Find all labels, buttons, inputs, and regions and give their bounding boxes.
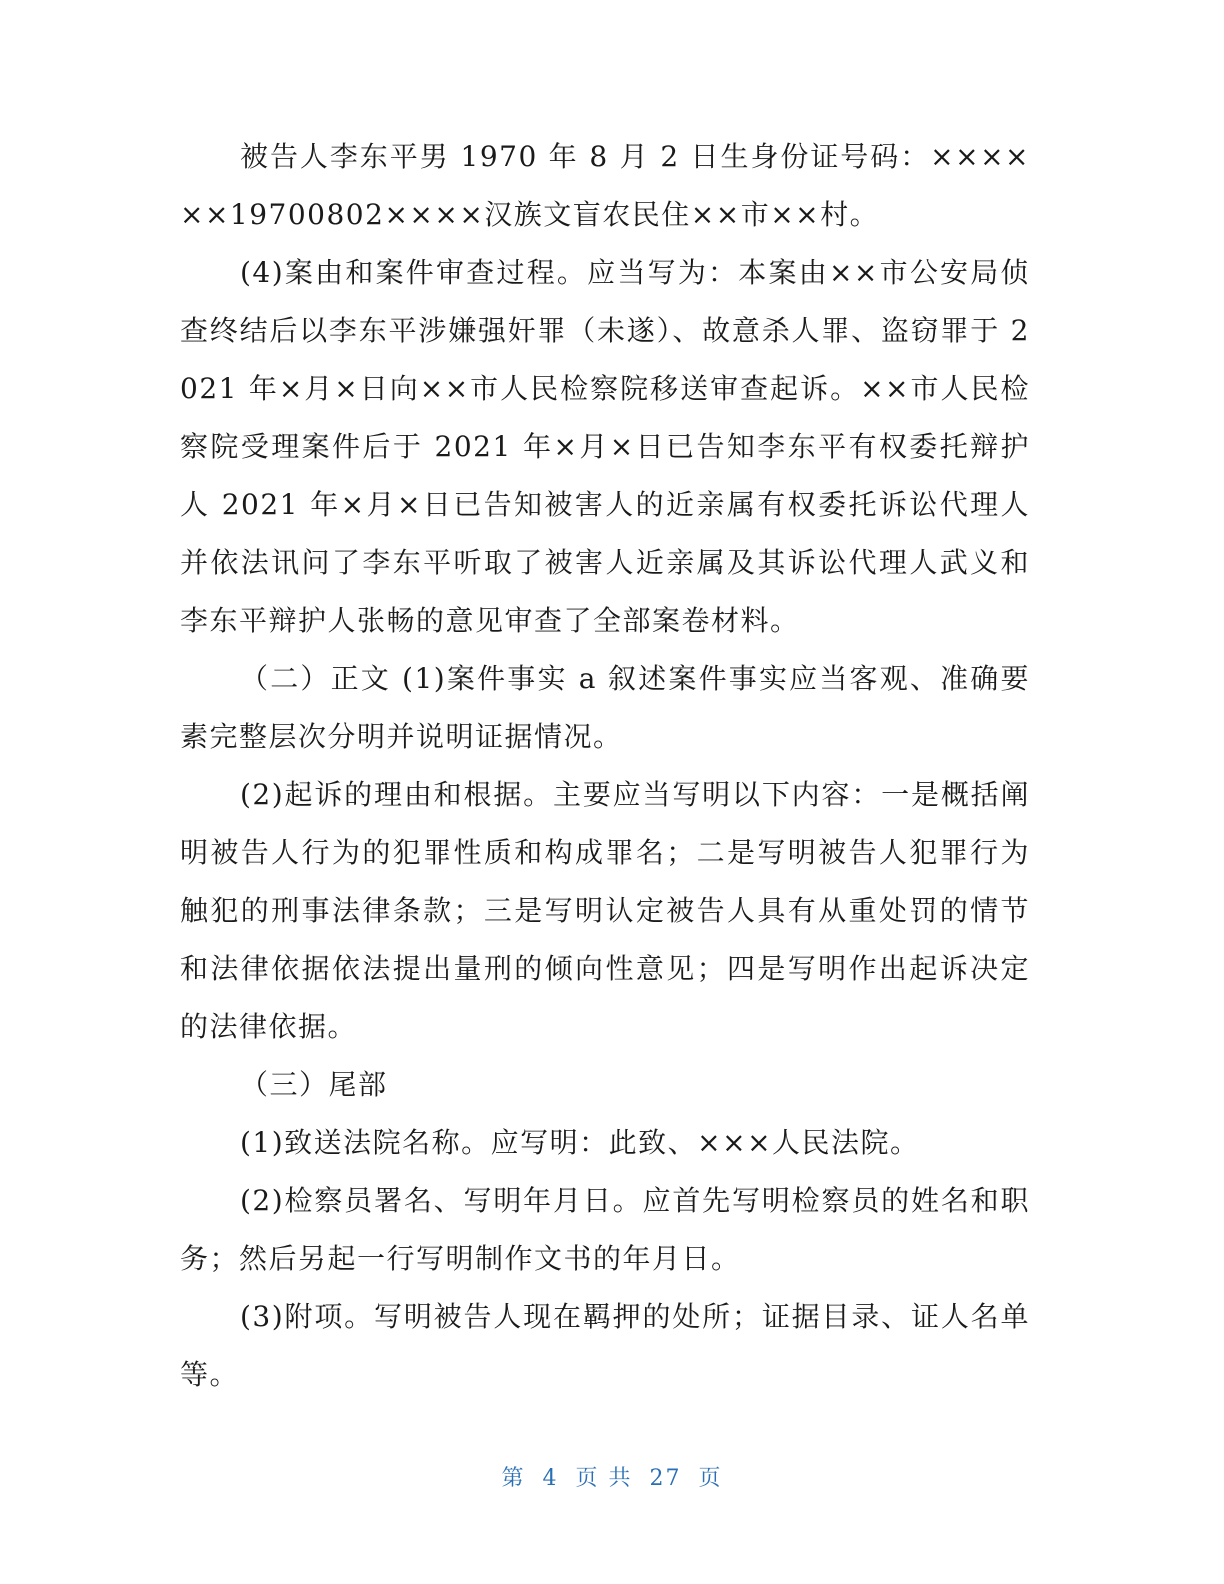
paragraph-grounds: (2)起诉的理由和根据。主要应当写明以下内容：一是概括阐明被告人行为的犯罪性质和构成罪名；二是写明被告人犯罪行为触犯的刑事法律条款；三是写明认定被告人具有从重处罚的情节和法律依据依法提出量刑的倾向性意见；四是写明作出起诉决定的法律依据。 [180,778,1030,1043]
footer-prefix: 第 [501,1466,526,1491]
footer-middle: 页 共 [575,1466,633,1491]
footer-total-pages: 27 [649,1466,682,1491]
paragraph-ending-heading: （三）尾部 [240,1068,388,1101]
page-footer [0,1464,1224,1494]
paragraph-main-text: （二）正文 (1)案件事实 a 叙述案件事实应当客观、准确要素完整层次分明并说明证据情况。 [180,662,1030,753]
paragraph-signature: (2)检察员署名、写明年月日。应首先写明检察员的姓名和职务；然后另起一行写明制作文书的年月日。 [180,1184,1030,1275]
paragraph-defendant-info: 被告人李东平男 1970 年 8 月 2 日生身份证号码：××××××19700802××××汉族文盲农民住××市××村。 [180,140,1030,231]
footer-suffix: 页 [698,1466,723,1491]
paragraph-case-review: (4)案由和案件审查过程。应当写为：本案由××市公安局侦查终结后以李东平涉嫌强奸罪（未遂）、故意杀人罪、盗窃罪于 2021 年×月×日向××市人民检察院移送审查起诉。××市人民检察院受理案件后于 2021 年×月×日已告知李东平有权委托辩护人 2021 年×月×日已告知被害人的近亲属有权委托诉讼代理人并依法讯问了李东平听取了被害人近亲属及其诉讼代理人武义和李东平辩护人张畅的意见审查了全部案卷材料。 [180,256,1030,637]
paragraph-appendix: (3)附项。写明被告人现在羁押的处所；证据目录、证人名单等。 [180,1300,1030,1391]
footer-page-number: 4 [542,1466,559,1491]
paragraph-court-name: (1)致送法院名称。应写明：此致、×××人民法院。 [240,1126,920,1159]
document-body [180,128,1030,1404]
